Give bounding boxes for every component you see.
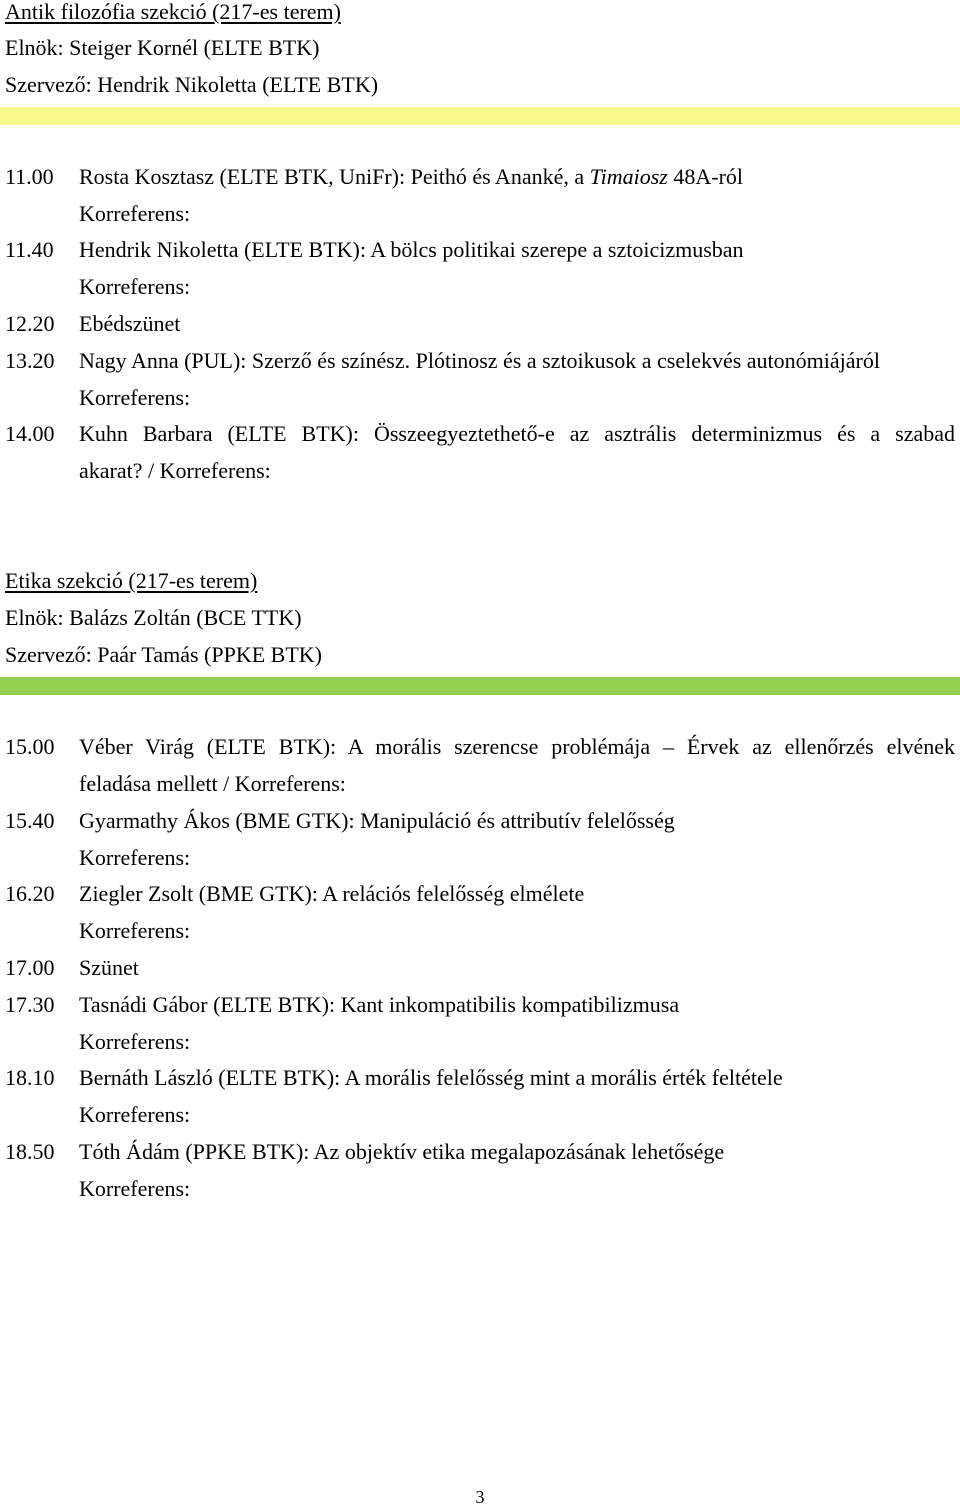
antik-section-title: Antik filozófia szekció (217-es terem) (5, 0, 341, 24)
entry-time: 11.40 (5, 237, 54, 262)
antik-organizer: Szervező: Hendrik Nikoletta (ELTE BTK) (5, 72, 379, 97)
entry-respondent: Korreferens: (79, 845, 191, 870)
schedule-entry-1100 (5, 162, 955, 229)
entry-time: 17.30 (5, 992, 55, 1017)
etika-divider-bar (0, 677, 960, 695)
entry-time: 14.00 (5, 421, 55, 446)
entry-time: 17.00 (5, 955, 55, 980)
schedule-entry-1220 (5, 309, 955, 339)
entry-respondent: Korreferens: (79, 385, 191, 410)
entry-time: 11.00 (5, 164, 54, 189)
schedule-entry-1700 (5, 953, 955, 983)
schedule-entry-1540 (5, 806, 955, 873)
entry-time: 18.10 (5, 1065, 55, 1090)
entry-time: 13.20 (5, 348, 55, 373)
schedule-entry-1850 (5, 1137, 955, 1204)
entry-time: 15.40 (5, 808, 55, 833)
etika-organizer: Szervező: Paár Tamás (PPKE BTK) (5, 642, 322, 667)
entry-time: 18.50 (5, 1139, 55, 1164)
entry-respondent: Korreferens: (79, 1176, 191, 1201)
entry-title: Tasnádi Gábor (ELTE BTK): Kant inkompatibilis kompatibilizmusa (79, 992, 680, 1017)
entry-title: Ziegler Zsolt (BME GTK): A relációs felelősség elmélete (79, 881, 585, 906)
entry-respondent: Korreferens: (79, 1029, 191, 1054)
entry-title: Hendrik Nikoletta (ELTE BTK): A bölcs politikai szerepe a sztoicizmusban (79, 237, 744, 262)
entry-time: 15.00 (5, 734, 55, 759)
entry-title: Nagy Anna (PUL): Szerző és színész. Plótinosz és a sztoikusok a cselekvés autonómiájáról (79, 348, 880, 373)
schedule-entry-1730 (5, 990, 955, 1057)
etika-section-title: Etika szekció (217-es terem) (5, 568, 258, 593)
entry-respondent: Korreferens: (79, 918, 191, 943)
entry-respondent: Korreferens: (79, 274, 191, 299)
entry-respondent: Korreferens: (79, 1102, 191, 1127)
etika-chair: Elnök: Balázs Zoltán (BCE TTK) (5, 605, 302, 630)
entry-title-continued: akarat? / Korreferens: (79, 458, 271, 483)
entry-title: Kuhn Barbara (ELTE BTK): Összeegyeztethető-e az asztrális determinizmus és a szabad (79, 421, 955, 446)
schedule-entry-1140 (5, 235, 955, 302)
antik-divider-bar (0, 107, 960, 125)
entry-time: 12.20 (5, 311, 55, 336)
entry-title: Szünet (79, 955, 139, 980)
antik-chair: Elnök: Steiger Kornél (ELTE BTK) (5, 35, 320, 60)
schedule-entry-1320 (5, 346, 955, 413)
schedule-entry-1810 (5, 1063, 955, 1130)
entry-title-continued: feladása mellett / Korreferens: (79, 771, 346, 796)
entry-title: Bernáth László (ELTE BTK): A morális felelősség mint a morális érték feltétele (79, 1065, 783, 1090)
page-number: 3 (475, 1487, 485, 1507)
entry-title: Tóth Ádám (PPKE BTK): Az objektív etika megalapozásának lehetősége (79, 1139, 725, 1164)
schedule-entry-1500 (5, 732, 955, 799)
entry-respondent: Korreferens: (79, 201, 191, 226)
entry-title: Véber Virág (ELTE BTK): A morális szerencse problémája – Érvek az ellenőrzés elvének (79, 734, 955, 759)
entry-title: Gyarmathy Ákos (BME GTK): Manipuláció és attributív felelősség (79, 808, 675, 833)
entry-title: Rosta Kosztasz (ELTE BTK, UniFr): Peithó és Ananké, a Timaiosz 48A-ról (79, 164, 744, 189)
entry-time: 16.20 (5, 881, 55, 906)
entry-title: Ebédszünet (79, 311, 181, 336)
schedule-entry-1620 (5, 879, 955, 946)
schedule-entry-1400 (5, 419, 955, 486)
